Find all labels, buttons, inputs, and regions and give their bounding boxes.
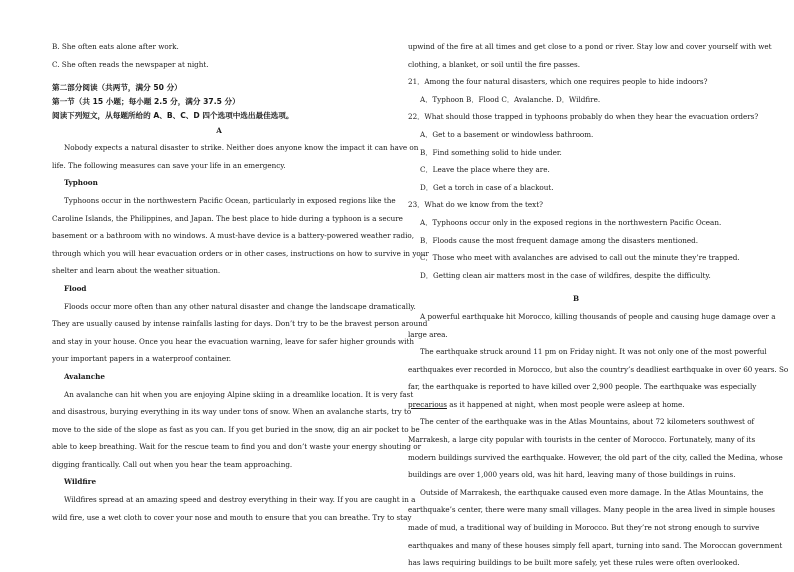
- instruction-text: 阅读下列短文，从每题所给的 A、B、C、D 四个选项中选出最佳选项。: [52, 111, 294, 121]
- b-para4-line: made of mud, a traditional way of building in Morocco. But they’re not strong enough to survive: [408, 523, 760, 533]
- question-22-option-d: D．Get a torch in case of a blackout.: [420, 182, 554, 192]
- b-para2-tail: as it happened at night, when most people were asleep at home.: [446, 399, 685, 409]
- typhoon-line: shelter and learn about the weather situation.: [52, 266, 221, 276]
- avalanche-line: An avalanche can hit when you are enjoying Alpine skiing in a dreamlike location. It is very fast: [64, 389, 414, 399]
- question-22-stem: 22．What should those trapped in typhoons probably do when they hear the evacuation orders?: [408, 112, 759, 122]
- wildfire-line: wild fire, use a wet cloth to cover your nose and mouth to ensure that you can breathe. Try to stay: [52, 512, 412, 522]
- typhoon-line: Typhoons occur in the northwestern Pacific Ocean, particularly in exposed regions like the: [64, 195, 396, 205]
- wildfire-continued-line: clothing, a blanket, or soil until the fire passes.: [408, 59, 581, 69]
- typhoon-line: basement or a bathroom with no windows. A must-have device is a battery-powered weather radio,: [52, 231, 415, 241]
- b-para1-line: A powerful earthquake hit Morocco, killing thousands of people and causing huge damage over a: [420, 311, 776, 321]
- b-para4-line: has laws requiring buildings to be built more safely, yet these rules were often overlooked.: [408, 558, 740, 568]
- b-para2-line: far, the earthquake is reported to have killed over 2,900 people. The earthquake was especially: [408, 382, 757, 392]
- passage-a-label: A: [216, 126, 222, 136]
- flood-line: your important papers in a waterproof container.: [52, 354, 232, 364]
- b-para3-line: buildings are over 1,000 years old, was hit hard, leaving many of those buildings in ruins.: [408, 470, 736, 480]
- question-22-option-b: B．Find something solid to hide under.: [420, 147, 562, 157]
- question-23-option-a: A．Typhoons occur only in the exposed regions in the northwestern Pacific Ocean.: [420, 217, 722, 227]
- wildfire-continued-line: upwind of the fire at all times and get close to a pond or river. Stay low and cover yourself with wet: [408, 42, 772, 51]
- b-para3-line: Marrakesh, a large city popular with tourists in the center of Morocco. Fortunately, many of its: [408, 435, 756, 445]
- question-22-option-c: C．Leave the place where they are.: [420, 165, 550, 175]
- underlined-word: precarious: [408, 399, 447, 409]
- question-23-option-c: C．Those who meet with avalanches are advised to call out the minute they’re trapped.: [420, 253, 740, 263]
- question-22-option-a: A．Get to a basement or windowless bathroom.: [420, 129, 594, 139]
- b-para4-line: earthquakes and many of these houses simply fell apart, turning into sand. The Moroccan government: [408, 540, 783, 550]
- question-21-stem: 21．Among the four natural disasters, which one requires people to hide indoors?: [408, 77, 708, 87]
- intro-line: life. The following measures can save your life in an emergency.: [52, 160, 286, 170]
- avalanche-line: able to keep breathing. Wait for the rescue team to find you and don’t waste your energy shouting or: [52, 442, 422, 452]
- flood-line: They are usually caused by intense rainfalls lasting for days. Don’t try to be the bravest person around: [52, 319, 428, 329]
- right-column: [408, 38, 789, 572]
- typhoon-line: through which you will hear evacuation orders or in other cases, instructions on how to survive in your: [52, 248, 429, 258]
- avalanche-line: and disastrous, burying everything in its way under tons of snow. When an avalanche starts, try to: [52, 407, 412, 417]
- question-23-stem: 23．What do we know from the text?: [408, 200, 543, 210]
- wildfire-line: Wildfires spread at an amazing speed and destroy everything in their way. If you are caught in a: [64, 495, 416, 505]
- section-header: 第二部分阅读（共两节，满分 50 分）: [52, 83, 182, 93]
- avalanche-heading: Avalanche: [64, 371, 105, 381]
- b-para3-line: modern buildings survived the earthquake. However, the old part of the city, called the Medina, whose: [408, 452, 783, 462]
- b-para2-line: earthquakes ever recorded in Morocco, but also the country’s deadliest earthquake in over 60 years. So: [408, 364, 789, 374]
- avalanche-line: move to the side of the slope as fast as you can. If you get buried in the snow, dig an air pocket to be: [52, 424, 420, 434]
- flood-heading: Flood: [64, 283, 87, 293]
- subsection-header: 第一节（共 15 小题；每小题 2.5 分，满分 37.5 分）: [52, 97, 240, 107]
- option-b-top: B. She often eats alone after work.: [52, 42, 179, 51]
- intro-line: Nobody expects a natural disaster to strike. Neither does anyone know the impact it can have on: [64, 143, 419, 153]
- typhoon-heading: Typhoon: [64, 178, 98, 188]
- b-para4-line: earthquake’s center, there were many small villages. Many people in the area lived in simple houses: [408, 505, 775, 515]
- option-c-top: C. She often reads the newspaper at night.: [52, 59, 209, 69]
- flood-line: and stay in your house. Once you hear the evacuation warning, leave for safer higher grounds with: [52, 336, 415, 346]
- b-para3-line: The center of the earthquake was in the Atlas Mountains, about 72 kilometers southwest of: [420, 417, 755, 427]
- flood-line: Floods occur more often than any other natural disaster and change the landscape dramatically.: [64, 301, 416, 311]
- question-23-option-b: B．Floods cause the most frequent damage among the disasters mentioned.: [420, 235, 699, 245]
- question-23-option-d: D．Getting clean air matters most in the case of wildfires, despite the difficulty.: [420, 270, 711, 280]
- question-21-options: A．Typhoon B．Flood C．Avalanche. D．Wildfire.: [420, 94, 601, 104]
- passage-b-label: B: [572, 294, 580, 304]
- b-para2-line: The earthquake struck around 11 pm on Friday night. It was not only one of the most powerful: [420, 347, 767, 357]
- b-para1-line: large area.: [408, 329, 448, 339]
- avalanche-line: digging frantically. Call out when you hear the team approaching.: [52, 459, 293, 469]
- typhoon-line: Caroline Islands, the Philippines, and Japan. The best place to hide during a typhoon is a secure: [52, 213, 403, 223]
- wildfire-heading: Wildfire: [64, 477, 97, 487]
- b-para4-line: Outside of Marrakesh, the earthquake caused even more damage. In the Atlas Mountains, the: [420, 487, 764, 497]
- b-para2-line: [408, 396, 744, 414]
